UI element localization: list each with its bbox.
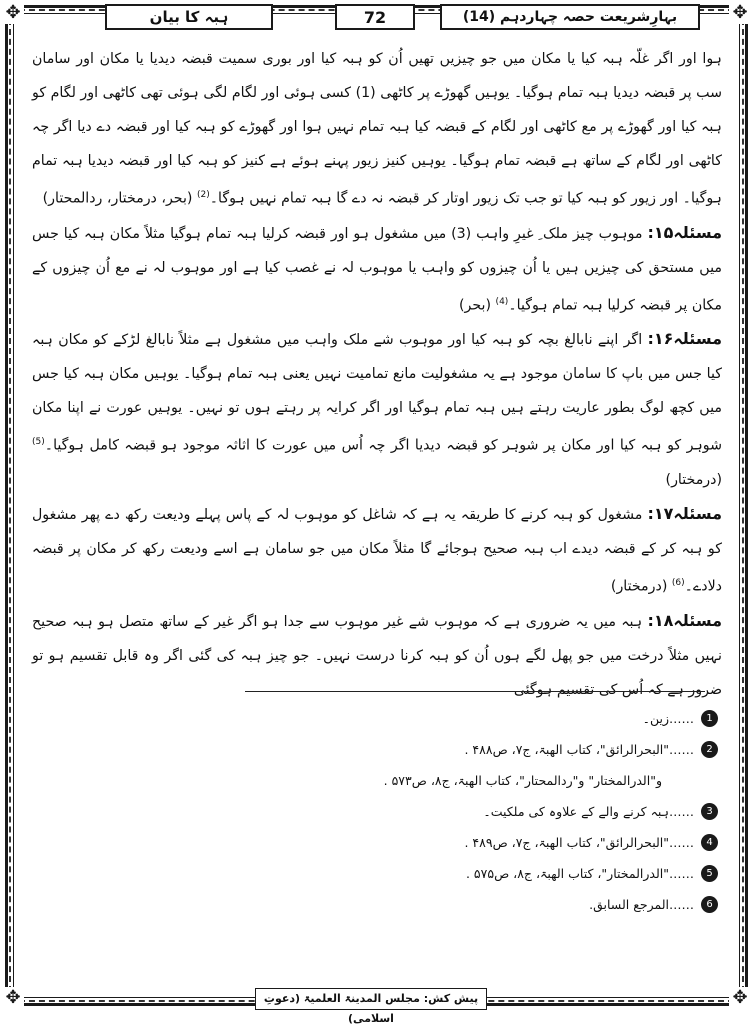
publisher-footer: پیش کش: مجلس المدینۃ العلمیۃ (دعوتِ اسلامی) — [255, 988, 487, 1010]
footnote-text: ……"الدرالمختار"، کتاب الھبۃ، ج۸، ص۵۷۵ . — [465, 866, 694, 881]
citation: (بحر، درمختار، ردالمحتار) — [42, 190, 193, 207]
masala-label: مسئلہ۱۶: — [647, 329, 723, 349]
masala-label: مسئلہ۱۸: — [647, 610, 723, 630]
corner-ornament-icon: ✥ — [2, 987, 24, 1009]
paragraph — [32, 42, 722, 216]
footnote-continuation — [32, 765, 722, 796]
footnote-ref[interactable]: (5) — [32, 437, 45, 448]
footnote — [32, 703, 722, 734]
footnote-text: ……المرجع السابق. — [589, 897, 694, 912]
corner-ornament-icon: ✥ — [2, 2, 24, 24]
footnote-number-icon: 1 — [701, 710, 718, 727]
corner-ornament-icon: ✥ — [729, 2, 751, 24]
paragraph-text: موہوب چیز ملک ِ غیرِ واہب (3) میں مشغول ہو اور قبضہ کرلیا ہبہ تمام ہوگیا مثلاً مکان ہبہ کیا جس میں مستحق کی چیزیں ہیں یا اُن چیزوں کو واہب یا موہوب لہ نے غصب کیا ہے اور موہوب لہ نے مع اُن چیزوں کے مکان پر قبضہ کرلیا ہبہ تمام ہوگیا۔ — [32, 225, 722, 314]
citation: (بحر) — [459, 297, 492, 314]
footnote-number-icon: 2 — [701, 741, 718, 758]
paragraph-text: اگر اپنے نابالغ بچہ کو ہبہ کیا اور موہوب شے ملک واہب میں مشغول ہے مثلاً نابالغ لڑکے کو مکان ہبہ کیا جس میں باپ کا سامان موجود ہے یہ مشغولیت مانع تمامیت نہیں یعنی ہبہ تمام ہوگیا۔ یوہیں مکان ہبہ کیا جس میں کچھ لوگ بطور عاریت رہتے ہیں ہبہ تمام ہوگیا اور اگر کرایہ پر رہتے ہوں تو نہیں۔ یوہیں عورت نے اپنا مکان شوہر کو ہبہ کیا اور مکان پر شوہر کو قبضہ دیدیا اگر چہ اُس میں عورت کا اثاثہ موجود ہو قبضہ کامل ہوگیا۔ — [32, 332, 722, 455]
footnote — [32, 889, 722, 920]
footnote-number-icon: 6 — [701, 896, 718, 913]
paragraph-text: ہوا اور اگر غلّہ ہبہ کیا یا مکان میں جو چیزیں تھیں اُن کو ہبہ کیا اور بوری سمیت قبضہ دیدیا یا مکان اور سامان سب پر قبضہ دیدیا ہبہ تمام ہوگیا۔ یوہیں گھوڑے پر کاٹھی (1) کسی ہوئی اور لگام لگی ہوئی تھی کاٹھی اور لگام کو ہبہ کیا اور گھوڑے پر مع کاٹھی اور لگام کے قبضہ کیا ہبہ تمام نہیں ہوا اور گھوڑے کو ہبہ کیا اور قبضہ دے دیا اگر چہ کاٹھی اور لگام کے ساتھ ہے قبضہ تمام ہوگیا۔ یوہیں کنیز زیور پہنے ہوئے ہے کنیز کو ہبہ کیا اور قبضہ دیدیا ہبہ تمام ہوگیا۔ اور زیور کو ہبہ کیا تو جب تک زیور اوتار کر قبضہ نہ دے گا ہبہ تمام نہیں ہوگا۔ — [32, 51, 722, 207]
footnote-ref[interactable]: (6) — [671, 578, 685, 589]
main-text — [32, 42, 722, 707]
footnote-text: ……ہبہ کرنے والے کے علاوہ کی ملکیت۔ — [483, 804, 694, 819]
masala-16 — [32, 322, 722, 497]
footnote-text: ……"البحرالرائق"، کتاب الھبۃ، ج۷، ص۴۸۹ . — [464, 835, 694, 850]
footnote — [32, 827, 722, 858]
masala-15 — [32, 216, 722, 323]
footnote-ref[interactable]: (2) — [196, 190, 210, 200]
footnote-text: ……زین۔ — [642, 711, 694, 726]
citation: (درمختار) — [665, 472, 722, 489]
masala-17 — [32, 497, 722, 604]
footnotes — [32, 703, 722, 920]
section-title: ہبہ کا بیان — [105, 4, 273, 30]
footnote-number-icon: 3 — [701, 803, 718, 820]
footnote-number-icon: 5 — [701, 865, 718, 882]
footnote-text: و"الدرالمختار" و"ردالمحتار"، کتاب الھبۃ، ج۸، ص۵۷۳ . — [383, 773, 662, 788]
footnote-number-icon: 4 — [701, 834, 718, 851]
footnote-divider — [245, 691, 705, 692]
footnote-ref[interactable]: (4) — [495, 296, 509, 307]
paragraph-text: ہبہ میں یہ ضروری ہے کہ موہوب شے غیر موہوب سے جدا ہو اگر غیر کے ساتھ متصل ہو ہبہ صحیح نہیں مثلاً درخت میں جو پھل لگے ہوں اُن کو ہبہ کرنا درست نہیں۔ جو چیز ہبہ کی گئی اگر وہ قابل تقسیم ہو تو ضرور ہے کہ اُس کی تقسیم ہوگئی — [32, 613, 722, 698]
page-number: 72 — [335, 4, 415, 30]
footnote — [32, 796, 722, 827]
citation: (درمختار) — [610, 578, 668, 595]
footnote — [32, 734, 722, 765]
paragraph-text: مشغول کو ہبہ کرنے کا طریقہ یہ ہے کہ شاغل کو موہوب لہ کے پاس پہلے ودیعت رکھ دے پھر مشغول کو ہبہ کر کے قبضہ دیدے اب ہبہ صحیح ہوجائے گا مثلاً مکان میں جو سامان ہے اسے ودیعت رکھ کر مکان پر قبضہ دلادے۔ — [32, 507, 722, 595]
footnote — [32, 858, 722, 889]
masala-label: مسئلہ۱۵: — [647, 222, 722, 242]
corner-ornament-icon: ✥ — [729, 987, 751, 1009]
footnote-text: ……"البحرالرائق"، کتاب الھبۃ، ج۷، ص۴۸۸ . — [464, 742, 694, 757]
masala-label: مسئلہ۱۷: — [647, 504, 722, 524]
book-title: بہارِشریعت حصہ چہاردہم (14) — [440, 4, 700, 30]
